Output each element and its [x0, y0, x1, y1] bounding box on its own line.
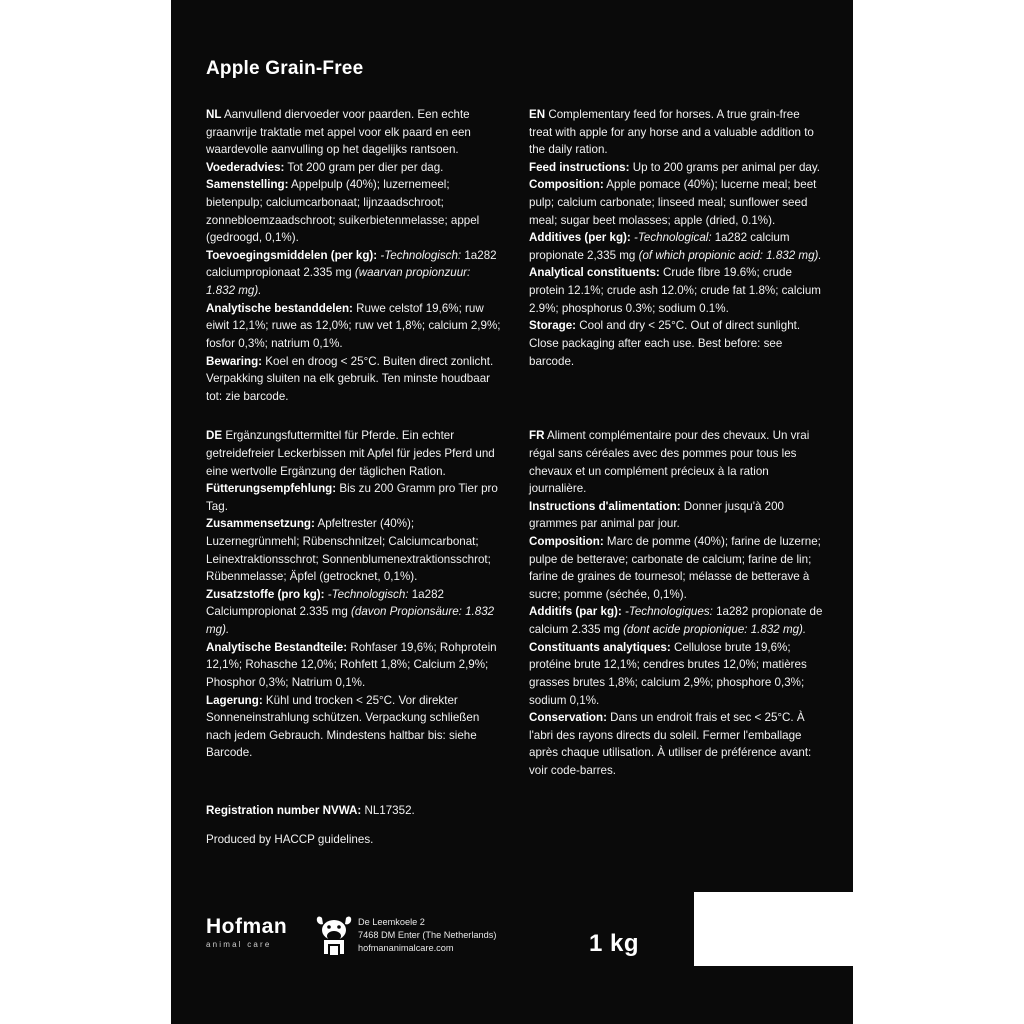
en-feed: [529, 159, 825, 177]
fr-storage: [529, 709, 825, 779]
en-storage: [529, 317, 825, 370]
fr-feed-label: Instructions d'alimentation:: [529, 499, 681, 513]
nl-additives-label: Toevoegingsmiddelen (per kg):: [206, 248, 378, 262]
nl-storage-text: Koel en droog < 25°C. Buiten direct zonlicht. Verpakking sluiten na elk gebruik. Ten minste houdbaar tot: zie barcode.: [206, 354, 494, 403]
de-additives-label: Zusatzstoffe (pro kg):: [206, 587, 325, 601]
de-additives-italic1: -Technologisch:: [324, 587, 409, 601]
address-line-1: De Leemkoele 2: [358, 917, 425, 927]
fr-analytical-label: Constituants analytiques:: [529, 640, 671, 654]
de-analytical-text: Rohfaser 19,6%; Rohprotein 12,1%; Rohasche 12,0%; Rohfett 1,8%; Calcium 2,9%; Phosphor 0,3%; Natrium 0,1%.: [206, 640, 497, 689]
nl-additives-text: 1a282 calciumpropionaat 2.335 mg: [206, 248, 497, 280]
en-additives-label: Additives (per kg):: [529, 231, 631, 245]
nl-analytical-label: Analytische bestanddelen:: [206, 301, 353, 315]
registration-block: [206, 802, 606, 849]
en-analytical-label: Analytical constituents:: [529, 266, 660, 280]
de-intro-text: Ergänzungsfuttermittel für Pferde. Ein echter getreidefreier Leckerbissen mit Apfel für jedes Pferd und eine wertvolle Ergänzung der täglichen Ration.: [206, 429, 495, 478]
registration-line: [206, 802, 606, 820]
de-storage-text: Kühl und trocken < 25°C. Vor direkter Sonneneinstrahlung schützen. Verpackung schließen nach jedem Gebrauch. Mindestens haltbar bis: siehe Barcode.: [206, 693, 480, 760]
en-lang-code: EN: [529, 108, 546, 121]
product-label-panel: [171, 0, 853, 1024]
section-de: [206, 427, 502, 779]
en-composition-text: Apple pomace (40%); lucerne meal; beet pulp; calcium carbonate; linseed meal; sunflower seed meal; sugar beet molasses; apple (dried, 0.1%).: [529, 178, 817, 227]
registration-label: Registration number NVWA:: [206, 803, 362, 817]
de-storage: [206, 692, 502, 762]
brand-name: Hofman: [206, 915, 288, 938]
cow-icon: [314, 914, 354, 958]
de-intro: [206, 427, 502, 480]
en-feed-text: Up to 200 grams per animal per day.: [629, 160, 821, 174]
en-storage-label: Storage:: [529, 319, 577, 333]
label-footer: [206, 906, 826, 986]
nl-additives: [206, 247, 502, 300]
barcode-placeholder: [694, 892, 854, 966]
de-composition-text: Apfeltrester (40%); Luzernegrünmehl; Rübenschnitzel; Calciumcarbonat; Leinextraktionsschrot; Sonnenblumenextraktionsschrot; Rübenmelasse; Äpfel (getrocknet, 0,1%).: [206, 517, 491, 584]
de-feed: [206, 480, 502, 515]
nl-composition-label: Samenstelling:: [206, 178, 289, 192]
brand-tagline: animal care: [206, 940, 272, 949]
de-analytical-label: Analytische Bestandteile:: [206, 640, 348, 654]
fr-additives-label: Additifs (par kg):: [529, 605, 622, 619]
fr-feed-text: Donner jusqu'à 200 grammes par animal par jour.: [529, 499, 784, 531]
en-storage-text: Cool and dry < 25°C. Out of direct sunlight. Close packaging after each use. Best before: see barcode.: [529, 319, 801, 368]
address-line-2: 7468 DM Enter (The Netherlands): [358, 930, 497, 941]
nl-intro: [206, 106, 502, 159]
fr-additives: [529, 603, 825, 638]
fr-composition: [529, 533, 825, 603]
label-content: [206, 58, 826, 988]
fr-storage-label: Conservation:: [529, 711, 607, 725]
nl-composition: [206, 176, 502, 246]
fr-analytical: [529, 639, 825, 709]
nl-lang-code: NL: [206, 108, 222, 121]
en-additives: [529, 229, 825, 264]
nl-storage: [206, 353, 502, 406]
de-storage-label: Lagerung:: [206, 693, 263, 707]
haccp-line: Produced by HACCP guidelines.: [206, 832, 374, 846]
de-additives-text: 1a282 Calciumpropionat 2.335 mg: [206, 587, 444, 619]
fr-storage-text: Dans un endroit frais et sec < 25°C. À l'abri des rayons directs du soleil. Fermer l'emballage après chaque utilisation. À utiliser de préférence avant: voir code-barres.: [529, 711, 812, 777]
language-row-bottom: [206, 427, 826, 779]
de-feed-label: Fütterungsempfehlung:: [206, 482, 337, 496]
brand-logo: [206, 916, 316, 949]
en-additives-text: 1a282 calcium propionate 2,335 mg: [529, 231, 790, 262]
fr-additives-italic1: -Technologiques:: [621, 605, 713, 619]
de-analytical: [206, 639, 502, 692]
nl-feed: [206, 159, 502, 177]
section-nl: [206, 106, 502, 405]
de-feed-text: Bis zu 200 Gramm pro Tier pro Tag.: [206, 482, 498, 513]
fr-additives-italic2: (dont acide propionique: 1.832 mg).: [623, 623, 807, 637]
fr-additives-text: 1a282 propionate de calcium 2.335 mg: [529, 605, 823, 637]
de-additives-italic2: (davon Propionsäure: 1.832 mg).: [206, 605, 495, 637]
language-row-top: [206, 106, 826, 405]
fr-feed: [529, 498, 825, 533]
nl-additives-italic2: (waarvan propionzuur: 1.832 mg).: [206, 266, 471, 298]
nl-storage-label: Bewaring:: [206, 354, 263, 368]
de-composition-label: Zusammensetzung:: [206, 517, 315, 531]
address-line-3: hofmananimalcare.com: [358, 943, 454, 954]
section-fr: [529, 427, 825, 779]
nl-composition-text: Appelpulp (40%); luzernemeel; bietenpulp; calciumcarbonaat; lijnzaadschroot; zonnebloemzaadschroot; suikerbietenmelasse; appel (gedroogd, 0,1%).: [206, 178, 480, 245]
en-analytical-text: Crude fibre 19.6%; crude protein 12.1%; crude ash 12.0%; crude fat 1.8%; calcium 2.9%; phosphorus 0.3%; sodium 0.1%.: [529, 266, 821, 315]
nl-analytical-text: Ruwe celstof 19,6%; ruw eiwit 12,1%; ruwe as 12,0%; ruw vet 1,8%; calcium 2,9%; fosfor 0,3%; natrium 0,1%.: [206, 301, 501, 350]
fr-composition-text: Marc de pomme (40%); farine de luzerne; pulpe de betterave; carbonate de calcium; farine de lin; farine de graines de tournesol; mélasse de betterave à sucre; pomme (séchée, 0,1%).: [529, 535, 821, 601]
company-address: [358, 916, 496, 955]
en-composition-label: Composition:: [529, 178, 604, 192]
language-columns: [206, 106, 826, 780]
section-en: [529, 106, 825, 405]
nl-additives-italic1: -Technologisch:: [377, 248, 462, 262]
en-intro: [529, 106, 825, 159]
en-intro-text: Complementary feed for horses. A true grain-free treat with apple for any horse and a valuable addition to the daily ration.: [529, 108, 814, 157]
de-additives: [206, 586, 502, 639]
en-additives-italic2: (of which propionic acid: 1.832 mg).: [638, 248, 822, 262]
registration-value: NL17352.: [361, 803, 415, 817]
nl-analytical: [206, 300, 502, 353]
de-lang-code: DE: [206, 429, 223, 443]
nl-feed-text: Tot 200 gram per dier per dag.: [284, 160, 444, 174]
en-analytical: [529, 264, 825, 317]
nl-intro-text: Aanvullend diervoeder voor paarden. Een echte graanvrije traktatie met appel voor elk paard en een waardevolle aanvulling op het dagelijks rantsoen.: [206, 108, 471, 157]
de-composition: [206, 515, 502, 585]
fr-composition-label: Composition:: [529, 535, 604, 549]
en-additives-italic1: -Technological:: [630, 231, 712, 245]
fr-analytical-text: Cellulose brute 19,6%; protéine brute 12,1%; cendres brutes 12,0%; matières grasses brutes 1,8%; calcium 2,9%; phosphore 0,3%; sodium 0,1%.: [529, 640, 807, 707]
nl-feed-label: Voederadvies:: [206, 160, 285, 174]
page-title: Apple Grain-Free: [206, 58, 364, 79]
en-composition: [529, 176, 825, 229]
net-weight: 1 kg: [589, 930, 640, 957]
en-feed-label: Feed instructions:: [529, 160, 630, 174]
fr-lang-code: FR: [529, 429, 545, 443]
fr-intro-text: Aliment complémentaire pour des chevaux. Un vrai régal sans céréales avec des pommes pour tous les chevaux et un complément précieux à la ration journalière.: [529, 429, 810, 496]
fr-intro: [529, 427, 825, 497]
